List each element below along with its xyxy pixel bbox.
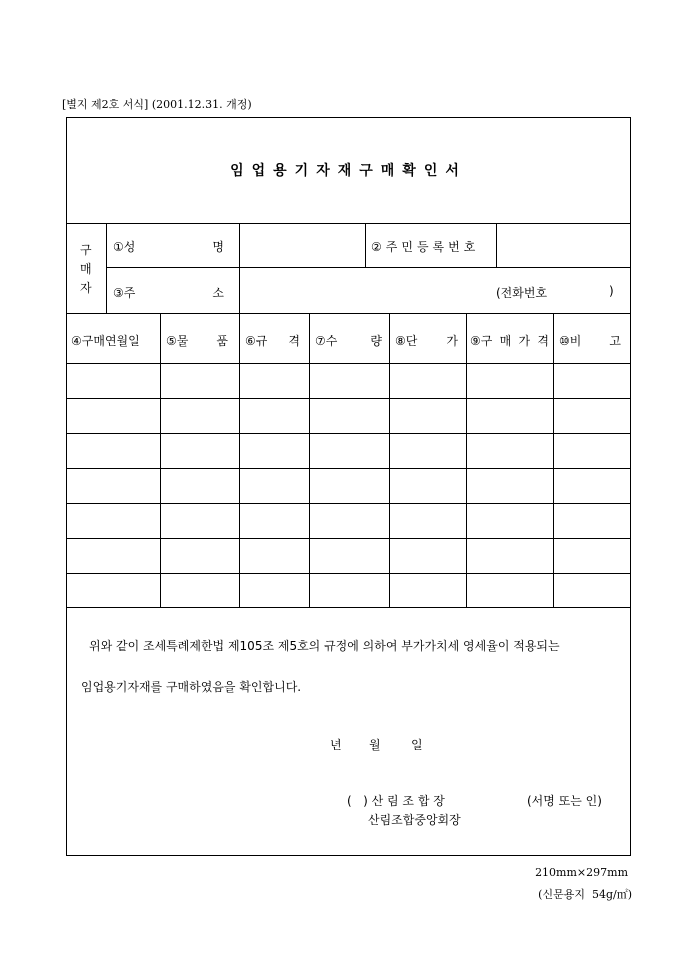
buyer-group-label-3: 자 — [80, 281, 92, 295]
vline-col3 — [309, 313, 310, 607]
divider-row3 — [67, 468, 630, 469]
vline-col6 — [553, 313, 554, 607]
phone-close: ) — [609, 284, 614, 298]
signer-cooperative-head: ( ) 산 림 조 합 장 — [347, 794, 445, 808]
date-year-label: 년 — [330, 738, 342, 752]
signer-central-head: 산림조합중앙회장 — [368, 813, 461, 827]
resident-id-label: ②주민등록번호 — [371, 240, 480, 254]
buyer-group-label-1: 구 — [80, 243, 92, 257]
col-header-spec: ⑥규 격 — [245, 334, 300, 348]
col-header-quantity: ⑦수 량 — [315, 334, 382, 348]
address-label: ③주 소 — [113, 286, 224, 300]
divider-header — [67, 363, 630, 364]
buyer-group-label-2: 매 — [80, 262, 92, 276]
vline-buyer-group — [106, 223, 107, 313]
col-header-purchase-date: ④구매연월일 — [71, 334, 140, 348]
paper-type: (신문용지 54g/㎡) — [538, 888, 632, 901]
statement-line-1: 위와 같이 조세특례제한법 제105조 제5호의 규정에 의하여 부가가치세 영세율이 적용되는 — [89, 639, 560, 653]
divider-row1 — [67, 398, 630, 399]
divider-buyer-mid — [106, 267, 630, 268]
name-label: ①성 명 — [113, 240, 224, 254]
vline-buyer-label — [239, 223, 240, 313]
col-header-unit-price: ⑧단 가 — [395, 334, 458, 348]
form-number-label: [별지 제2호 서식] (2001.12.31. 개정) — [62, 98, 252, 111]
col-header-item: ⑤물 품 — [166, 334, 228, 348]
divider-table-bottom — [67, 607, 630, 608]
date-month-label: 월 — [369, 738, 381, 752]
divider-row2 — [67, 433, 630, 434]
paper-size: 210mm×297mm — [535, 866, 628, 879]
vline-buyer-id-label — [365, 223, 366, 267]
divider-row6 — [67, 573, 630, 574]
divider-row4 — [67, 503, 630, 504]
date-day-label: 일 — [411, 738, 423, 752]
divider-buyer-bottom — [67, 313, 630, 314]
divider-title — [67, 223, 630, 224]
statement-line-2: 임업용기자재를 구매하였음을 확인합니다. — [81, 680, 302, 694]
col-header-remarks: ⑩비 고 — [559, 334, 621, 348]
vline-col2 — [239, 313, 240, 607]
form-title: 임업용기자재구매확인서 — [230, 163, 467, 179]
divider-row5 — [67, 538, 630, 539]
form-frame — [66, 117, 631, 856]
signature-label: (서명 또는 인) — [527, 794, 602, 808]
vline-col4 — [389, 313, 390, 607]
vline-col5 — [466, 313, 467, 607]
vline-col1 — [160, 313, 161, 607]
vline-buyer-id-value — [496, 223, 497, 267]
phone-label: (전화번호 — [496, 286, 548, 300]
col-header-purchase-price: ⑨구 매 가 격 — [470, 334, 549, 348]
